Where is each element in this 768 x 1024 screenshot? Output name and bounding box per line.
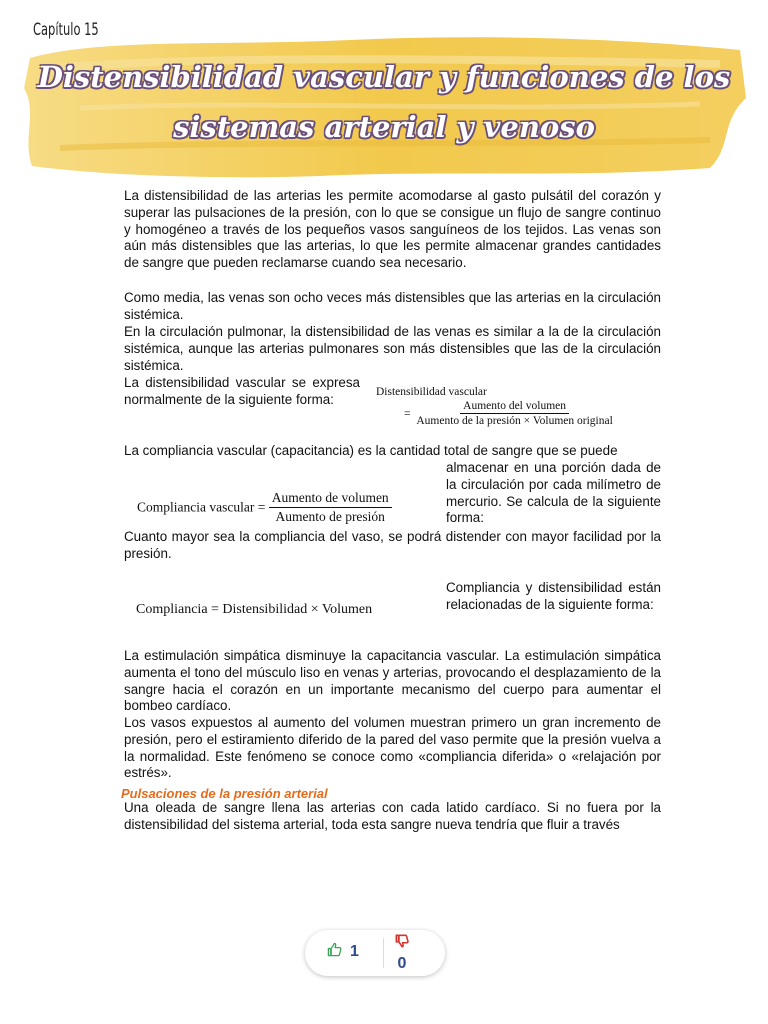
formula-compliance-distensibility: Compliancia = Distensibilidad × Volumen <box>136 602 373 617</box>
paragraph-arterial-pulsations: Una oleada de sangre llena las arterias con cada latido cardíaco. Si no fuera por la distensibilidad del sistema arterial, toda esta sangre nueva tendría que fluir a través <box>124 800 661 832</box>
paragraph-distensibility-intro: La distensibilidad de las arterias les permite acomodarse al gasto pulsátil del corazón y superar las pulsaciones de la presión, con lo que se consigue un flujo de sangre continuo y homogéneo a través de los pequeños vasos sanguíneos de los tejidos. Las venas son aún más distensibles que las arterias, lo que les permite almacenar grandes cantidades de sangre que pueden reclamarse cuando sea necesario. <box>124 188 661 271</box>
formula-distensibility-equals: = <box>404 407 411 420</box>
formula-distensibility <box>376 386 616 427</box>
paragraph-distensibility-expression: La distensibilidad vascular se expresa normalmente de la siguiente forma: <box>124 375 360 407</box>
paragraph-delayed-compliance: Los vasos expuestos al aumento del volumen muestran primero un gran incremento de presión, pero el estiramiento diferido de la pared del vaso permite que la presión vuelva a la normalidad. Este fenómeno se conoce como «compliancia diferida» o «relajación por estrés». <box>124 715 661 781</box>
page-title <box>20 52 748 152</box>
formula-compliance-numerator: Aumento de volumen <box>269 490 392 508</box>
vote-divider <box>383 938 384 968</box>
upvote-count: 1 <box>350 943 359 960</box>
paragraph-pulmonary-circulation: En la circulación pulmonar, la distensibilidad de las venas es similar a la de la circulación sistémica, aunque las arterias pulmonares son más distensibles que las de la circulación sistémica. <box>124 324 661 373</box>
paragraph-compliance-relation: Compliancia y distensibilidad están relacionadas de la siguiente forma: <box>446 580 661 612</box>
formula-distensibility-denominator: Aumento de la presión × Volumen original <box>416 415 613 427</box>
formula-compliance-denominator: Aumento de presión <box>275 509 385 524</box>
formula-compliance <box>137 490 392 525</box>
paragraph-sympathetic-stimulation: La estimulación simpática disminuye la capacitancia vascular. La estimulación simpática aumenta el tono del músculo liso en venas y arterias, provocando el desplazamiento de la sangre hacia el corazón en un importante mecanismo del cuerpo para aumentar el bombeo cardíaco. <box>124 648 661 714</box>
paragraph-compliance-continued: almacenar en una porción dada de la circulación por cada milímetro de mercurio. Se calcula de la siguiente forma: <box>446 460 661 526</box>
thumbs-up-icon <box>327 942 342 962</box>
upvote-button[interactable] <box>327 942 359 962</box>
thumbs-down-icon <box>395 935 409 952</box>
formula-distensibility-numerator: Aumento del volumen <box>460 400 569 414</box>
title-line-1: Distensibilidad vascular y funciones de los <box>37 60 731 94</box>
downvote-button[interactable] <box>395 934 409 973</box>
formula-compliance-lhs: Compliancia vascular = <box>137 499 266 515</box>
chapter-label: Capítulo 15 <box>33 20 99 40</box>
downvote-count: 0 <box>397 955 407 972</box>
paragraph-compliance-effect: Cuanto mayor sea la compliancia del vaso, se podrá distender con mayor facilidad por la presión. <box>124 529 661 561</box>
formula-distensibility-label: Distensibilidad vascular <box>376 386 487 398</box>
section-heading: Pulsaciones de la presión arterial <box>121 786 328 801</box>
vote-widget <box>305 930 445 976</box>
paragraph-venous-distensibility: Como media, las venas son ocho veces más distensibles que las arterias en la circulación sistémica. <box>124 290 661 322</box>
title-line-2: sistemas arterial y venoso <box>173 110 595 144</box>
paragraph-compliance-start: La compliancia vascular (capacitancia) es la cantidad total de sangre que se puede <box>124 443 618 458</box>
